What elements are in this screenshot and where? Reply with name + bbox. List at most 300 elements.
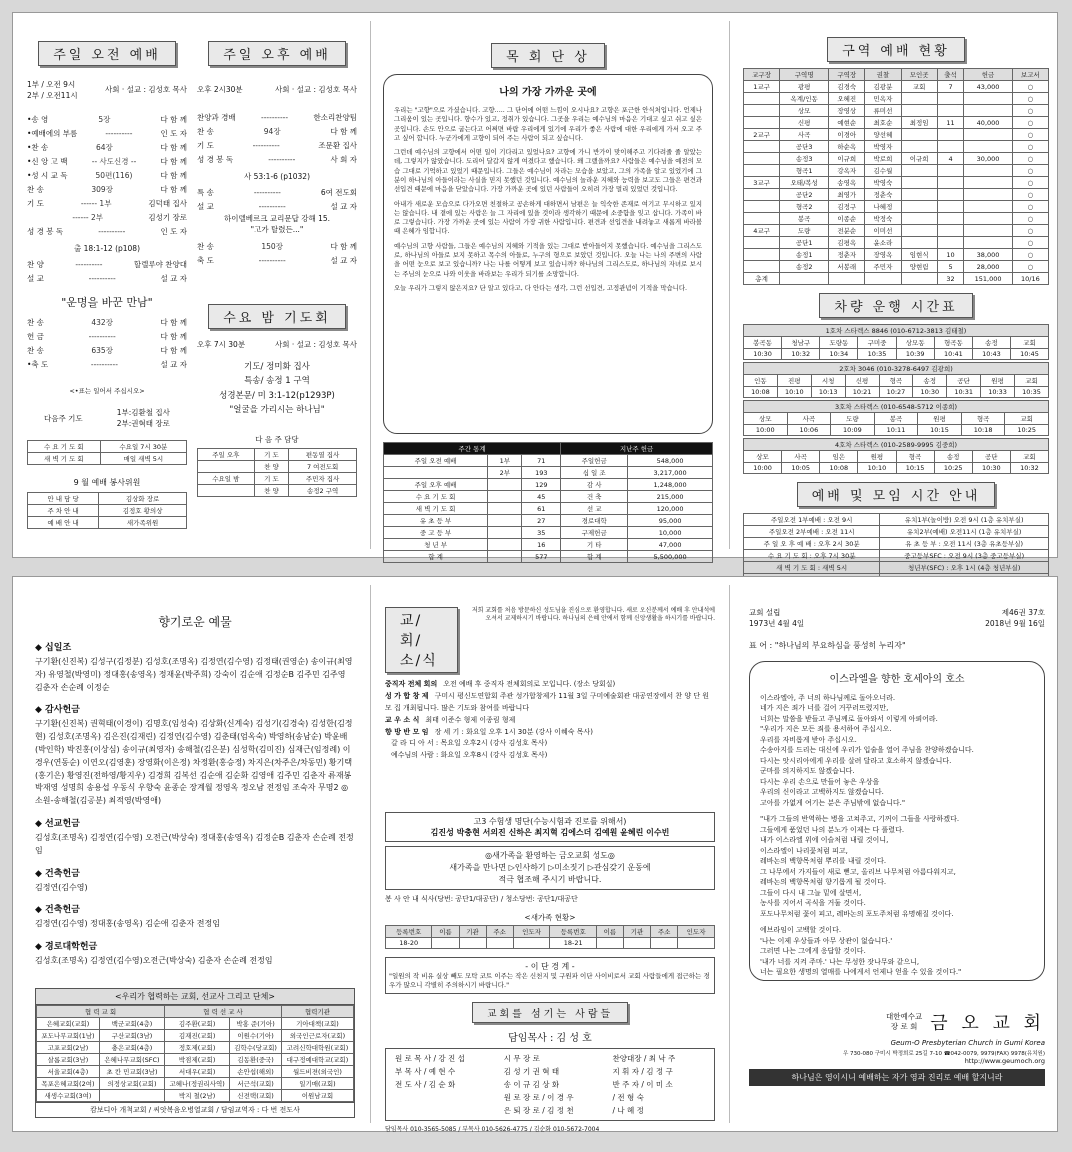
bulletin-outer-page [12,576,1058,1132]
partner-cell: 목포은혜교회(2여) [37,1077,100,1089]
district-row [744,117,1049,129]
stats-cell: 47,000 [628,539,713,551]
prayer-meeting-row [28,440,187,452]
wednesday-sermon: "얼굴을 가리시는 하나님" [229,405,325,416]
order-b: 94장 [263,127,281,136]
newcomer-cell [678,938,715,949]
afternoon-worship-column [197,13,357,557]
news-item-title: 교 우 소 식 [385,715,420,724]
poem-line: 레바논의 백향목처럼 향기롭게 될 것이다. [760,878,887,886]
weekly-stats-title: 주간 통계 [384,443,561,455]
order-b: ---------- [252,141,280,150]
order-b: ---------- [253,188,281,197]
wednesday-prayer-title: 수요 밤 기도회 [208,304,346,329]
vehicle-time: 10:05 [782,463,820,474]
district-header: 권찰 [865,69,901,81]
partner-cell: 구산교회(3남) [99,1029,164,1041]
next-week-title: 다 음 주 담당 [255,434,299,444]
service-volunteers-title: 9 월 예배 봉사위원 [73,477,141,487]
vehicle-route-name-row [744,325,1049,337]
offering-title: 향기로운 예물 [158,615,232,629]
vehicle-time: 10:09 [831,425,875,436]
order-b: ---------- [75,260,103,269]
district-cell: ○ [1012,81,1048,93]
order-a: 찬 송 [27,185,44,194]
district-cell [901,201,937,213]
vehicle-stop: 임은 [820,451,858,463]
schedule-cell: 중고등부SFC : 오전 9시 (3층 중고등부실) [880,550,1049,562]
stats-cell: 548,000 [628,455,713,467]
order-c: 할렐루야 찬양대 [133,260,187,269]
partner-cell: 새생수교회(3여) [37,1089,100,1101]
district-cell: 40,000 [964,117,1012,129]
poem-line: '나는 이제 우상들과 아무 상관이 없습니다.' [760,936,893,945]
vehicle-time: 10:08 [820,463,858,474]
vehicle-stop: 상모 [744,413,788,425]
morning-time-block [27,80,187,101]
stats-cell: 합 계 [561,551,628,563]
order-b: ------ 2부 [72,213,104,222]
poem-line: "우리가 지은 모든 죄를 용서하여 주십시오. [760,725,892,733]
vehicle-time: 10:00 [744,425,788,436]
poem-title: 이스라엘을 향한 호세아의 호소 [829,673,965,685]
partner-cell: 포도나무교회(1남) [37,1029,100,1041]
district-cell [865,273,901,285]
cover-header [749,607,1045,630]
staff-phones: 담임목사 010-3565-5085 / 부목사 010-5626-4775 / 김순화 010-5672-7004 [385,1126,600,1134]
church-identity [749,1009,1045,1035]
stats-cell: 5,500,000 [628,551,713,563]
district-cell: 박로희 [865,153,901,165]
partner-cell: 박홍 준(기아) [230,1017,282,1029]
district-cell: 이종순 [829,213,865,225]
order-c: 다 함 께 [160,143,187,152]
volunteer-row [28,516,187,528]
vehicle-stops-row [744,413,1049,425]
poem-line: 수송아지를 드리는 대신에 우리가 입술을 열어 주님을 찬양하겠습니다. [760,746,974,754]
stats-cell [488,479,522,491]
order-row [27,211,187,225]
district-cell [937,93,964,105]
partner-cell: 신전택(교회) [230,1089,282,1101]
order-row [27,141,187,155]
staff-cell: / 전 형 숙 [612,1093,644,1103]
stats-cell: 감 사 [561,479,628,491]
district-cell: 2교구 [744,129,780,141]
district-cell: 5 [937,261,964,273]
vehicle-route-name-row [744,401,1049,413]
stats-cell: 십 일 조 [561,467,628,479]
order-row [27,155,187,169]
partner-row [37,1065,354,1077]
pastoral-heading: 나의 가장 가까운 곳에 [499,87,597,98]
next-week-cell: 기 도 [254,448,289,460]
pastoral-paragraph: 오늘 우리가 그렇지 않은지요? 단 알고 있다고, 다 안다는 생각, 그런 선입견, 고정관념이 기적을 막습니다. [394,283,688,292]
staff-cell: 지 휘 자 / 김 정 구 [612,1067,673,1077]
vehicle-time: 10:30 [744,349,782,360]
district-cell [937,177,964,189]
afternoon-sermon-note-1: 하이델베르크 교리문답 강해 15. [223,214,331,223]
schedule-row [744,550,1049,562]
prayer-meeting-table [27,440,187,465]
district-cell: 공단2 [780,189,829,201]
district-row [744,213,1049,225]
newcomer-header: 기관 [623,926,650,938]
district-cell: ○ [1012,213,1048,225]
newcomer-cell [432,938,459,949]
schedule-row [744,526,1049,538]
order-b: ---------- [258,255,286,265]
order-c: 다 함 께 [330,241,357,251]
vehicle-route-table [743,324,1049,360]
next-week-cell: 7 여전도회 [289,460,357,472]
district-row [744,105,1049,117]
order-a: •찬 송 [27,143,49,152]
stats-cell: 경로대학 [561,515,628,527]
district-cell [744,117,780,129]
order-a: 축 도 [197,255,214,265]
vehicle-time: 10:10 [777,387,811,398]
partners-footer: 캄보디아 개척교회 / 씨앗복음오병열교회 / 담임교역자 : 다 번 전도사 [36,1102,354,1117]
morning-officiant-label: 사회 · 설교 : [104,85,146,95]
vehicle-stop: 송정 [972,337,1010,349]
vehicle-time: 10:21 [845,387,879,398]
morning-scripture: 출 18:1-12 (p108) [73,244,141,253]
district-row [744,81,1049,93]
news-item-text: 최태 이준수 형제 이종림 형제 [425,715,516,724]
vehicle-times-row [744,349,1049,360]
footer-verse: 하나님은 영이시니 예배하는 자가 영과 진리로 예배 할지니라 [749,1069,1045,1086]
church-website[interactable]: http://www.geumoch.org [964,1056,1045,1065]
newcomer-header: 이름 [596,926,623,938]
next-week-cell [198,460,255,472]
schedule-title: 예배 및 모임 시간 안내 [797,482,996,507]
newcomer-header: 등록번호 [386,926,432,938]
next-week-cell: 기 도 [254,472,289,484]
afternoon-time-block [197,84,357,95]
district-cell [964,129,1012,141]
next-prayer-label: 다음주 기도 [44,413,83,423]
district-row [744,189,1049,201]
vehicle-time: 10:27 [879,387,913,398]
vehicle-stops-row [744,337,1049,349]
volunteer-cell: 김정호 황의상 [99,504,187,516]
district-cell: 38,000 [964,249,1012,261]
district-cell: 총계 [744,273,780,285]
morning-order-list-3 [27,316,187,372]
district-cell: 양선혜 [865,129,901,141]
district-cell [964,105,1012,117]
vehicle-stop: 구미중 [858,337,896,349]
poem-line: 포도나무처럼 꽃이 피고, 레바논의 포도주처럼 유명해질 것이다. [760,909,954,918]
poem-line: 다시는 우리 손으로 만들어 놓은 우상을 [760,777,880,786]
stats-cell: 기 타 [561,539,628,551]
stats-cell: 건 축 [561,491,628,503]
prayer-meeting-cell: 새 벽 기 도 회 [28,452,101,464]
district-cell [744,237,780,249]
denomination-1: 대한예수교 [886,1011,923,1021]
order-c: 인 도 자 [160,129,187,138]
district-cell: 3교구 [744,177,780,189]
vehicle-time: 10:18 [961,425,1005,436]
newcomer-table [385,925,715,949]
next-week-row [198,460,357,472]
news-column [385,577,715,1134]
district-row [744,93,1049,105]
vehicle-stop: 상모동 [896,337,934,349]
partner-cell: 충은교회(4층) [99,1041,164,1053]
district-row [744,153,1049,165]
schedule-row [744,514,1049,526]
district-cell [901,225,937,237]
vehicle-title: 차량 운행 시간표 [819,293,972,318]
district-cell: ○ [1012,141,1048,153]
vehicle-time: 10:33 [981,387,1015,398]
order-a: 헌 금 [27,332,44,341]
afternoon-order-list [197,111,357,167]
next-week-cell: 찬 양 [254,484,289,496]
column-divider [370,21,371,549]
vehicle-time: 10:30 [972,463,1010,474]
order-b: ---------- [90,360,118,369]
poem-line: '내가 너를 지켜 주마.' 나는 무성한 잣나무와 같으니, [760,957,920,966]
vehicle-time: 10:06 [787,425,831,436]
order-row [27,183,187,197]
order-row [27,113,187,127]
wednesday-scripture: 성경본문/ 미 3:1-12(p1293P) [219,390,335,401]
stats-cell: 선 교 [561,503,628,515]
order-b: 5장 [98,115,111,124]
district-cell [744,105,780,117]
morning-worship-column [27,13,187,557]
wednesday-prayer: 기도/ 정미화 집사 [244,361,310,372]
partner-row [37,1017,354,1029]
order-c: 김덕태 집사 [148,199,187,208]
volunteer-cell: 예 배 안 내 [28,516,99,528]
order-b: ---------- [98,227,126,236]
vehicle-stop: 사곡 [782,451,820,463]
district-cell: 도량 [780,225,829,237]
vehicle-time: 10:41 [934,349,972,360]
vehicle-stop: 봉곡동 [744,337,782,349]
offering-section-title: ◆ 건축헌금 [35,905,80,916]
vehicle-time: 10:25 [934,463,972,474]
vehicle-stop: 봉곡 [874,413,918,425]
order-a: 특 송 [197,188,214,197]
next-week-row [198,484,357,496]
stats-row [384,455,713,467]
order-b: 432장 [91,318,113,327]
next-week-cell: 주민자 집사 [289,472,357,484]
order-row [27,127,187,141]
vehicle-time: 10:25 [1005,425,1049,436]
order-b: 309장 [91,185,113,194]
stats-cell: 주일 오후 예배 [384,479,488,491]
order-a: •송 영 [27,115,49,124]
partners-header-agencies: 협력기관 [281,1005,353,1017]
stats-row [384,479,713,491]
stats-cell [488,491,522,503]
vehicle-stop: 공단 [972,451,1010,463]
district-cell: 공단3 [780,141,829,153]
order-b: 50편(116) [95,171,133,180]
district-cell: 장영상 [829,105,865,117]
staff-table [392,1052,708,1117]
order-row [197,111,357,125]
vehicle-time: 10:32 [782,349,820,360]
district-cell: 봉곡 [780,213,829,225]
stats-cell: 16 [522,539,561,551]
afternoon-officiant-label: 사회 · 설교 : [274,85,316,94]
partner-cell: 은혜나무교회(SFC) [99,1053,164,1065]
partner-cell: 의정상교회(교회) [99,1077,164,1089]
stats-cell: 유 초 등 부 [384,515,488,527]
district-row [744,201,1049,213]
order-row [27,330,187,344]
stats-row [384,539,713,551]
order-c: 설 교 자 [330,255,357,265]
order-row [197,153,357,167]
partner-cell: 초 칸 민교회(3남) [99,1065,164,1077]
schedule-cell: 유치2부(예배) 오전11시 (1층 유치부실) [880,526,1049,538]
senior-pastor: 담임목사 : 김 성 호 [508,1033,592,1045]
order-c: 다 함 께 [160,157,187,166]
stats-cell [488,527,522,539]
newcomer-header: 이름 [432,926,459,938]
vehicle-route-name: 4호차 스타렉스 (010-2589-9995 김중희) [744,439,1049,451]
district-cell: 이규희 [901,153,937,165]
stats-cell [488,551,522,563]
news-header [385,607,715,673]
vehicle-stop: 신평 [845,375,879,387]
church-motto: 표 어 : "하나님의 부요하심을 풍성히 누리자" [749,640,906,650]
district-row [744,273,1049,285]
vehicle-stop: 시청 [811,375,845,387]
district-cell: 신평 [780,117,829,129]
district-cell [964,141,1012,153]
vehicle-stop: 형곡 [896,451,934,463]
order-c: 다 함 께 [160,318,187,327]
order-c: 설 교 자 [160,274,187,283]
district-cell: 상모 [780,105,829,117]
district-cell [901,213,937,225]
stats-cell: 71 [522,455,561,467]
district-header: 교구장 [744,69,780,81]
partner-cell: 외국인근로자(교회) [281,1029,353,1041]
district-cell: 7 [937,81,964,93]
district-cell [780,273,829,285]
partner-row [37,1029,354,1041]
vehicle-stop: 공단 [947,375,981,387]
news-item [385,691,715,715]
order-a: 찬 송 [27,346,44,355]
poem-line: 그들에게 품었던 나의 분노가 이제는 다 풀렸다. [760,825,905,834]
vehicle-time: 10:30 [913,387,947,398]
district-cell [744,189,780,201]
district-cell: 나혜정 [865,201,901,213]
district-cell [937,237,964,249]
district-table [743,68,1049,285]
order-row [27,316,187,330]
stats-cell: 합 계 [384,551,488,563]
founded-date: 1973년 4월 4일 [749,619,805,629]
order-row [197,139,357,153]
district-cell: 오태/복성 [780,177,829,189]
district-header: 구역명 [780,69,829,81]
district-cell [964,213,1012,225]
heresy-warning-box [385,957,715,994]
order-c: 6여 전도회 [320,188,357,197]
schedule-cell: 주일오전 2부예배 : 오전 11시 [744,526,880,538]
district-cell: 주민자 [865,261,901,273]
order-b: 150장 [261,241,283,251]
vehicle-time: 10:00 [744,463,782,474]
district-cell [964,225,1012,237]
vehicle-stop: 형곡 [961,413,1005,425]
issue-number: 제46권 37호 [1001,608,1045,617]
next-prayer-2: 2부:권혁태 장로 [116,419,170,429]
district-cell: 윤소라 [865,237,901,249]
district-cell: 김수월 [865,165,901,177]
column-divider [370,585,371,1123]
district-cell [829,273,865,285]
stats-cell: 2부 [488,467,522,479]
next-week-cell: 수요일 밤 [198,472,255,484]
district-cell: 정춘자 [829,249,865,261]
vehicle-stops-row [744,451,1049,463]
welcome-line-1: ◎새가족을 환영하는 금오교회 성도◎ [485,851,615,861]
pastoral-box [383,74,713,434]
church-name: 금 오 교 회 [930,1012,1045,1034]
district-cell [901,129,937,141]
pastoral-paragraph: 예수님의 고향 사람들, 그들은 예수님의 지혜와 기적을 있는 그대로 받아들이지 못했습니다. 예수님을 그리스도로, 하나님의 아들로 보지 못하고 목수의 아들로, 누구의 형으로 보았던 것입니다. 오늘 나는 나의 주변의 사람을 어떤 눈으로 보고 있습니까? 나는 나를 어떻게 보고 있습니까? 하나님의 그리스도로, 하나님의 자녀로 보시는 주님의 눈으로 나와 이웃을 바라보는 우리가 되기를 소망합니다. [394,241,702,278]
stats-cell [384,467,488,479]
pastoral-column [383,13,713,561]
morning-time-1: 1부 / 오전 9시 [27,80,76,89]
next-week-table [197,448,357,497]
offering-section-names: 김성호(조명옥) 김정연(김수영) 오전근(박상숙) 정대홍(송영옥) 김정순B 김춘자 손순례 전정임 [35,832,354,855]
vehicle-time: 10:39 [896,349,934,360]
next-week-cell [198,484,255,496]
district-cell: 이경아 [829,129,865,141]
order-a: 찬 양 [27,260,44,269]
district-cell [964,93,1012,105]
order-row [27,272,187,286]
partners-header-missionaries: 협 력 선 교 사 [165,1005,282,1017]
district-cell [964,189,1012,201]
last-week-offering-title: 지난주 헌금 [561,443,713,455]
afternoon-scripture: 사 53:1-6 (p1032) [243,172,311,181]
district-row [744,129,1049,141]
vehicle-stop: 상모 [744,451,782,463]
staff-cell: 은 퇴 장 로 / 김 정 천 [503,1106,574,1116]
district-cell [744,153,780,165]
poem-line: 그들이 다시 내 그늘 밑에 살면서, [760,888,862,897]
volunteer-line: 봉 사 안 내 식사(당번: 공단1/대공단) / 청소당번: 공단1/대공단 [385,895,578,904]
district-cell [937,129,964,141]
order-b: ---------- [88,274,116,283]
order-a: 성 경 봉 독 [197,155,234,164]
district-header: 헌금 [964,69,1012,81]
newcomer-header: 인도자 [513,926,550,938]
next-week-cell: 편동열 집사 [289,448,357,460]
order-a: 찬양과 경배 [197,113,236,122]
partner-cell: 박지 철(2남) [165,1089,230,1101]
vehicle-time: 10:15 [918,425,962,436]
offering-column [35,577,355,1131]
district-cell: 전분순 [829,225,865,237]
vehicle-stop: 도량 [831,413,875,425]
